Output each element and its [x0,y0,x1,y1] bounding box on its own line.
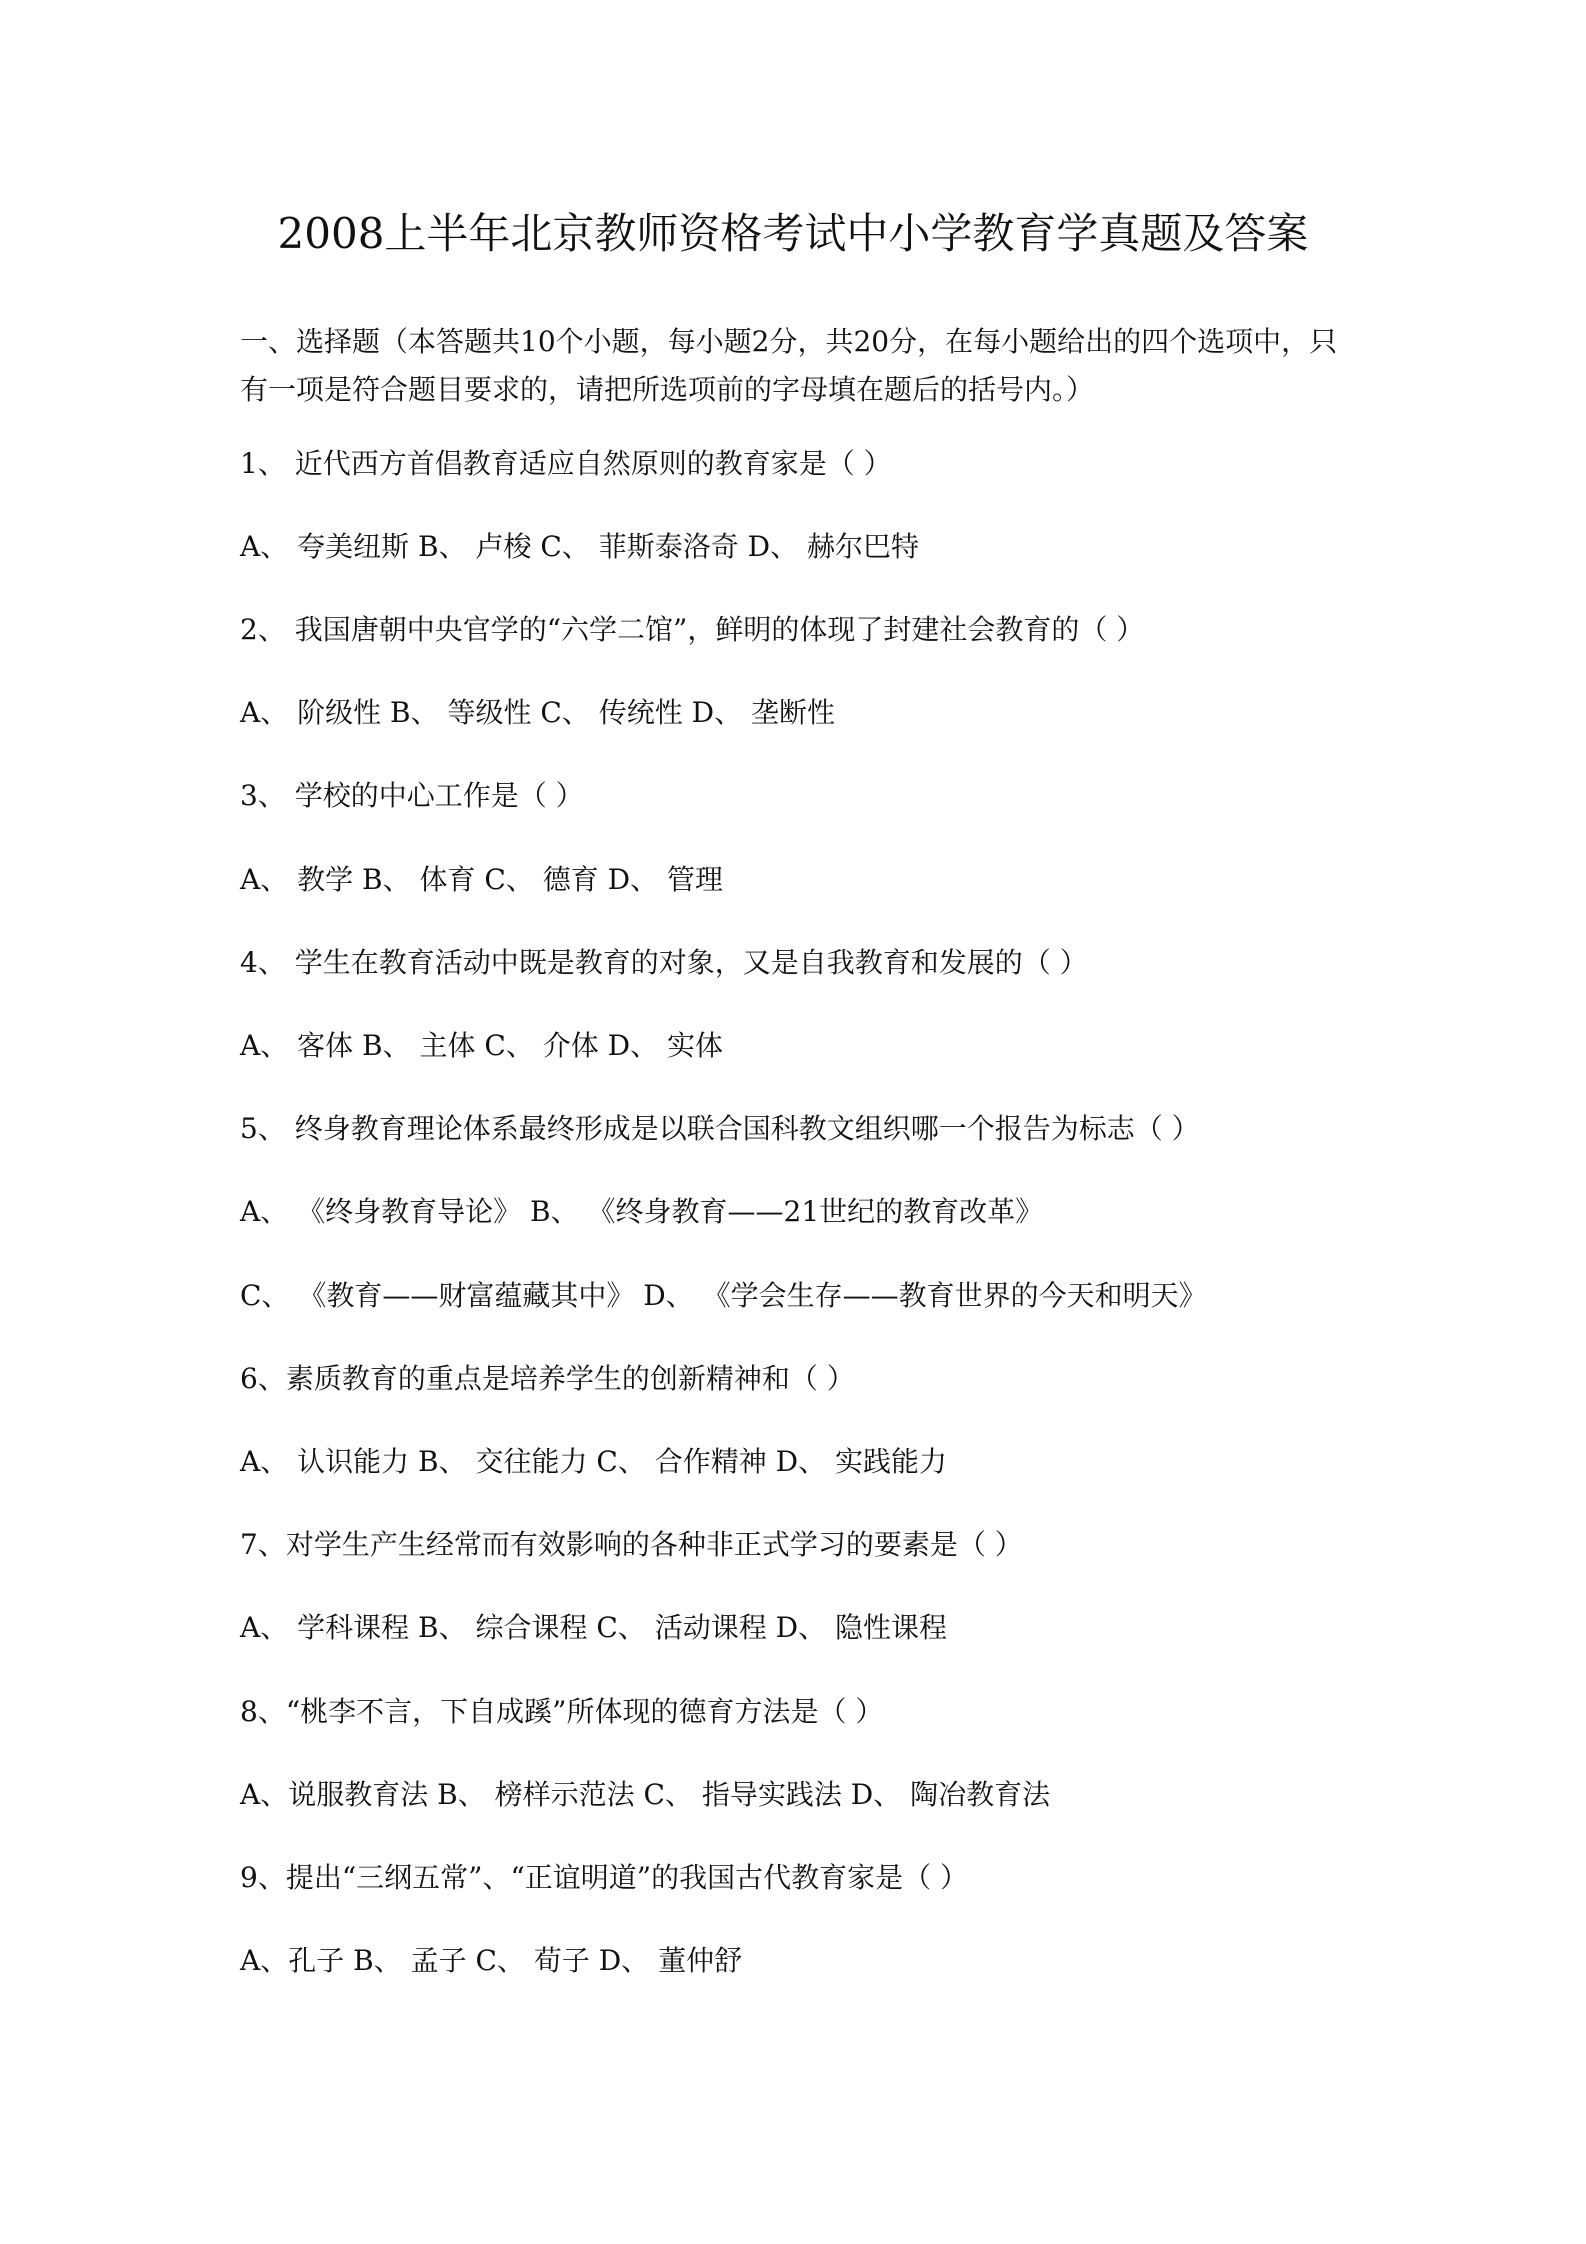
question-7-options: A、 学科课程 B、 综合课程 C、 活动课程 D、 隐性课程 [240,1611,947,1644]
question-5-options-a-b: A、 《终身教育导论》 B、 《终身教育——21世纪的教育改革》 [240,1195,1044,1228]
question-9: 9、提出“三纲五常”、“正谊明道”的我国古代教育家是（ ） [240,1861,968,1894]
question-5-options-c-d: C、 《教育——财富蕴藏其中》 D、 《学会生存——教育世界的今天和明天》 [240,1279,1207,1312]
question-6: 6、素质教育的重点是培养学生的创新精神和（ ） [240,1362,855,1395]
question-5: 5、 终身教育理论体系最终形成是以联合国科教文组织哪一个报告为标志（ ） [240,1112,1200,1145]
question-4-options: A、 客体 B、 主体 C、 介体 D、 实体 [240,1029,723,1062]
question-7: 7、对学生产生经常而有效影响的各种非正式学习的要素是（ ） [240,1528,1023,1561]
question-8-options: A、说服教育法 B、 榜样示范法 C、 指导实践法 D、 陶冶教育法 [240,1778,1051,1811]
question-6-options: A、 认识能力 B、 交往能力 C、 合作精神 D、 实践能力 [240,1445,947,1478]
question-1: 1、 近代西方首倡教育适应自然原则的教育家是（ ） [240,447,892,480]
question-4: 4、 学生在教育活动中既是教育的对象，又是自我教育和发展的（ ） [240,946,1088,979]
question-2-options: A、 阶级性 B、 等级性 C、 传统性 D、 垄断性 [240,696,835,729]
section-instructions [240,318,1360,414]
question-9-options: A、孔子 B、 孟子 C、 荀子 D、 董仲舒 [240,1944,743,1977]
question-3: 3、 学校的中心工作是（ ） [240,779,584,812]
question-1-options: A、 夸美纽斯 B、 卢梭 C、 菲斯泰洛奇 D、 赫尔巴特 [240,530,919,563]
question-3-options: A、 教学 B、 体育 C、 德育 D、 管理 [240,863,723,896]
instructions-line-1: 一、选择题（本答题共10个小题，每小题2分，共20分，在每小题给出的四个选项中，只 [240,325,1338,358]
question-8: 8、“桃李不言，下自成蹊”所体现的德育方法是（ ） [240,1695,884,1728]
instructions-line-2: 有一项是符合题目要求的，请把所选项前的字母填在题后的括号内。） [240,373,1095,406]
question-2: 2、 我国唐朝中央官学的“六学二馆”，鲜明的体现了封建社会教育的（ ） [240,613,1145,646]
document-title: 2008上半年北京教师资格考试中小学教育学真题及答案 [277,209,1309,258]
